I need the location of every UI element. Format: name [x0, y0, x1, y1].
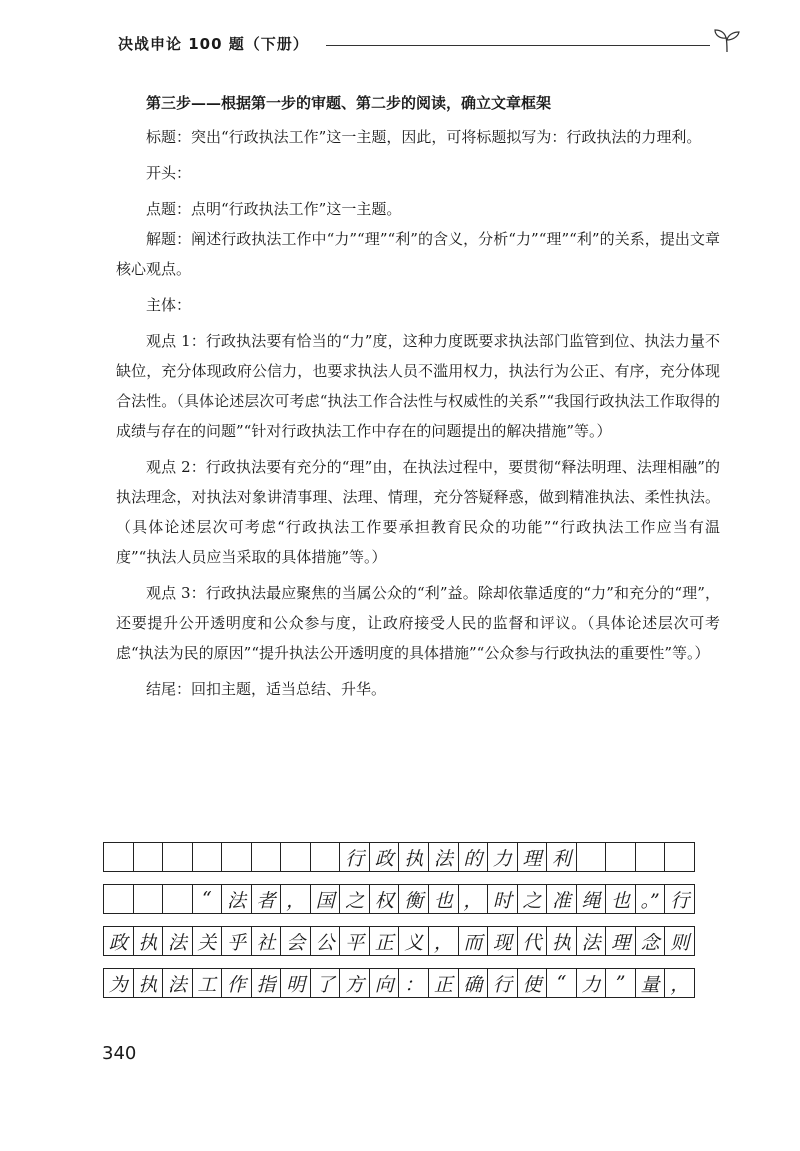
grid-cell: 法: [222, 885, 252, 913]
view-3-paragraph: 观点 3：行政执法最应聚焦的当属公众的“利”益。除却依靠适度的“力”和充分的“理”，还要提升公开透明度和公众参与度，让政府接受人民的监督和评议。（具体论述层次可考虑“执法为民的原因”“提升执法公开透明度的具体措施”“公众参与行政执法的重要性”等。）: [116, 584, 720, 662]
grid-cell: 正: [429, 969, 459, 997]
grid-cell: 力: [488, 843, 518, 871]
grid-cell: 理: [518, 843, 548, 871]
grid-cell: 方: [340, 969, 370, 997]
grid-cell: [281, 843, 311, 871]
ending-paragraph: 结尾：回扣主题，适当总结、升华。: [146, 680, 387, 698]
grid-cell: 则: [665, 927, 695, 955]
grid-cell: 之: [518, 885, 548, 913]
grid-cell: 执: [399, 843, 429, 871]
grid-cell: 政: [104, 927, 134, 955]
grid-cell: 准: [547, 885, 577, 913]
grid-row-2: [103, 884, 695, 914]
grid-cell: 权: [370, 885, 400, 913]
page-number: 340: [102, 1043, 137, 1064]
grid-row-1: [103, 842, 695, 872]
grid-cell: [252, 843, 282, 871]
grid-cell: 公: [311, 927, 341, 955]
grid-cell: 执: [547, 927, 577, 955]
grid-cell: 利: [547, 843, 577, 871]
step-heading: 第三步——根据第一步的审题、第二步的阅读，确立文章框架: [146, 94, 552, 112]
grid-cell: 指: [252, 969, 282, 997]
grid-cell: [163, 885, 193, 913]
grid-cell: 之: [340, 885, 370, 913]
view-2-paragraph: 观点 2：行政执法要有充分的“理”由，在执法过程中，要贯彻“释法明理、法理相融”的执法理念，对执法对象讲清事理、法理、情理，充分答疑释惑，做到精准执法、柔性执法。（具体论述层次可考虑“行政执法工作要承担教育民众的功能”“行政执法工作应当有温度”“执法人员应当采取的具体措施”等。）: [116, 458, 720, 566]
title-paragraph: 标题：突出“行政执法工作”这一主题，因此，可将标题拟写为：行政执法的力理利。: [146, 128, 702, 146]
view-1-paragraph: 观点 1：行政执法要有恰当的“力”度，这种力度既要求执法部门监管到位、执法力量不缺位，充分体现政府公信力，也要求执法人员不滥用权力，执法行为公正、有序，充分体现合法性。（具体论述层次可考虑“执法工作合法性与权威性的关系”“我国行政执法工作取得的成绩与存在的问题”“针对行政执法工作中存在的问题提出的解决措施”等。）: [116, 332, 720, 440]
explain-title-paragraph: 解题：阐述行政执法工作中“力”“理”“利”的含义，分析“力”“理”“利”的关系，提出文章核心观点。: [116, 230, 720, 278]
grid-cell: 法: [163, 969, 193, 997]
grid-cell: 念: [636, 927, 666, 955]
grid-cell: [222, 843, 252, 871]
grid-cell: 。”: [636, 885, 666, 913]
grid-cell: 乎: [222, 927, 252, 955]
grid-cell: [104, 885, 134, 913]
grid-row-3: [103, 926, 695, 956]
grid-cell: 工: [193, 969, 223, 997]
grid-cell: 者: [252, 885, 282, 913]
grid-cell: [104, 843, 134, 871]
grid-cell: 社: [252, 927, 282, 955]
grid-cell: 也: [429, 885, 459, 913]
grid-cell: 也: [606, 885, 636, 913]
grid-cell: 代: [518, 927, 548, 955]
grid-cell: 衡: [399, 885, 429, 913]
grid-cell: [606, 843, 636, 871]
sprout-icon: [712, 27, 742, 53]
grid-cell: 法: [429, 843, 459, 871]
grid-cell: [636, 843, 666, 871]
grid-cell: 正: [370, 927, 400, 955]
grid-cell: ”: [606, 969, 636, 997]
essay-answer-grid: [103, 842, 695, 1010]
grid-cell: 理: [606, 927, 636, 955]
grid-cell: 的: [459, 843, 489, 871]
grid-cell: 向: [370, 969, 400, 997]
grid-cell: 执: [134, 969, 164, 997]
grid-cell: 为: [104, 969, 134, 997]
grid-cell: [193, 843, 223, 871]
grid-cell: [134, 843, 164, 871]
grid-cell: “: [547, 969, 577, 997]
grid-cell: 执: [134, 927, 164, 955]
grid-cell: 力: [577, 969, 607, 997]
grid-cell: 现: [488, 927, 518, 955]
grid-cell: 作: [222, 969, 252, 997]
grid-cell: 会: [281, 927, 311, 955]
point-title-paragraph: 点题：点明“行政执法工作”这一主题。: [146, 200, 402, 218]
grid-cell: 法: [577, 927, 607, 955]
opening-label: 开头：: [146, 164, 192, 182]
header-rule: [326, 45, 710, 46]
grid-cell: 使: [518, 969, 548, 997]
grid-cell: ，: [429, 927, 459, 955]
grid-cell: [134, 885, 164, 913]
grid-cell: 政: [370, 843, 400, 871]
grid-cell: 确: [459, 969, 489, 997]
grid-cell: 行: [340, 843, 370, 871]
book-title: 决战申论 100 题（下册）: [118, 35, 309, 53]
grid-cell: 绳: [577, 885, 607, 913]
grid-cell: [577, 843, 607, 871]
grid-cell: ，: [665, 969, 695, 997]
grid-cell: [163, 843, 193, 871]
grid-cell: 量: [636, 969, 666, 997]
grid-cell: 国: [311, 885, 341, 913]
running-header: [118, 33, 738, 59]
grid-cell: 关: [193, 927, 223, 955]
grid-cell: 了: [311, 969, 341, 997]
grid-cell: 法: [163, 927, 193, 955]
grid-cell: 义: [399, 927, 429, 955]
grid-cell: 时: [488, 885, 518, 913]
grid-cell: 平: [340, 927, 370, 955]
grid-cell: ，: [281, 885, 311, 913]
grid-cell: ：: [399, 969, 429, 997]
grid-cell: [311, 843, 341, 871]
grid-cell: 行: [488, 969, 518, 997]
grid-cell: ，: [459, 885, 489, 913]
grid-cell: 行: [665, 885, 695, 913]
grid-cell: “: [193, 885, 223, 913]
grid-cell: [665, 843, 695, 871]
main-label: 主体：: [146, 296, 192, 314]
grid-cell: 而: [459, 927, 489, 955]
article-body: [116, 88, 720, 704]
grid-cell: 明: [281, 969, 311, 997]
grid-row-4: [103, 968, 695, 998]
